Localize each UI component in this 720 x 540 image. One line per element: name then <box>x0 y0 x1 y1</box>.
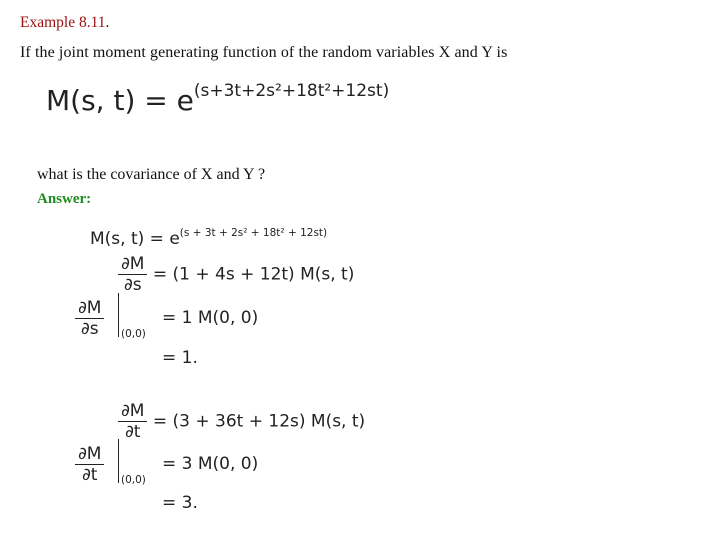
answer-line-mgf <box>90 229 327 249</box>
example-number: Example 8.11 <box>20 14 106 31</box>
dm-ds-rhs: = (1 + 4s + 12t) M(s, t) <box>152 264 355 285</box>
dm-ds-eval-rhs: = 1 M(0, 0) <box>162 308 259 328</box>
partial-m-over-s <box>118 254 147 295</box>
dm-dt-result: = 3. <box>162 493 198 513</box>
mgf-lhs-answer: M(s, t) <box>90 229 145 249</box>
answer-line-dm-dt <box>118 401 365 442</box>
dm-dt-eval-rhs: = 3 M(0, 0) <box>162 454 259 474</box>
problem-statement: If the joint moment generating function of the random variables X and Y is <box>20 44 508 61</box>
frac-denominator: ∂s <box>80 319 99 339</box>
evaluation-bar <box>118 293 119 337</box>
frac-numerator: ∂M <box>75 298 104 319</box>
answer-line-dm-ds-eval <box>75 298 104 339</box>
eval-point: (0,0) <box>121 328 146 340</box>
mgf-rhs-exponent: (s + 3t + 2s² + 18t² + 12st) <box>179 227 328 239</box>
partial-m-over-t-eval <box>75 444 104 485</box>
example-heading <box>20 14 109 32</box>
mgf-formula <box>46 81 390 117</box>
answer-line-dm-ds <box>118 254 354 295</box>
partial-m-over-t <box>118 401 147 442</box>
answer-line-dm-dt-eval <box>75 444 104 485</box>
evaluation-bar <box>118 439 119 483</box>
mgf-exponent: (s+3t+2s²+18t²+12st) <box>193 81 390 101</box>
frac-denominator: ∂s <box>123 275 142 295</box>
frac-numerator: ∂M <box>118 401 147 422</box>
partial-m-over-s-eval <box>75 298 104 339</box>
frac-numerator: ∂M <box>118 254 147 275</box>
heading-period: . <box>105 14 110 31</box>
frac-denominator: ∂t <box>82 465 98 485</box>
frac-numerator: ∂M <box>75 444 104 465</box>
eval-point: (0,0) <box>121 474 146 486</box>
answer-label: Answer: <box>37 191 92 207</box>
question-text: what is the covariance of X and Y ? <box>37 166 266 183</box>
frac-denominator: ∂t <box>125 422 141 442</box>
mgf-lhs: M(s, t) = e <box>46 84 194 117</box>
dm-ds-result: = 1. <box>162 348 198 368</box>
mgf-rhs-base: = e <box>149 229 180 249</box>
dm-dt-rhs: = (3 + 36t + 12s) M(s, t) <box>152 411 366 432</box>
